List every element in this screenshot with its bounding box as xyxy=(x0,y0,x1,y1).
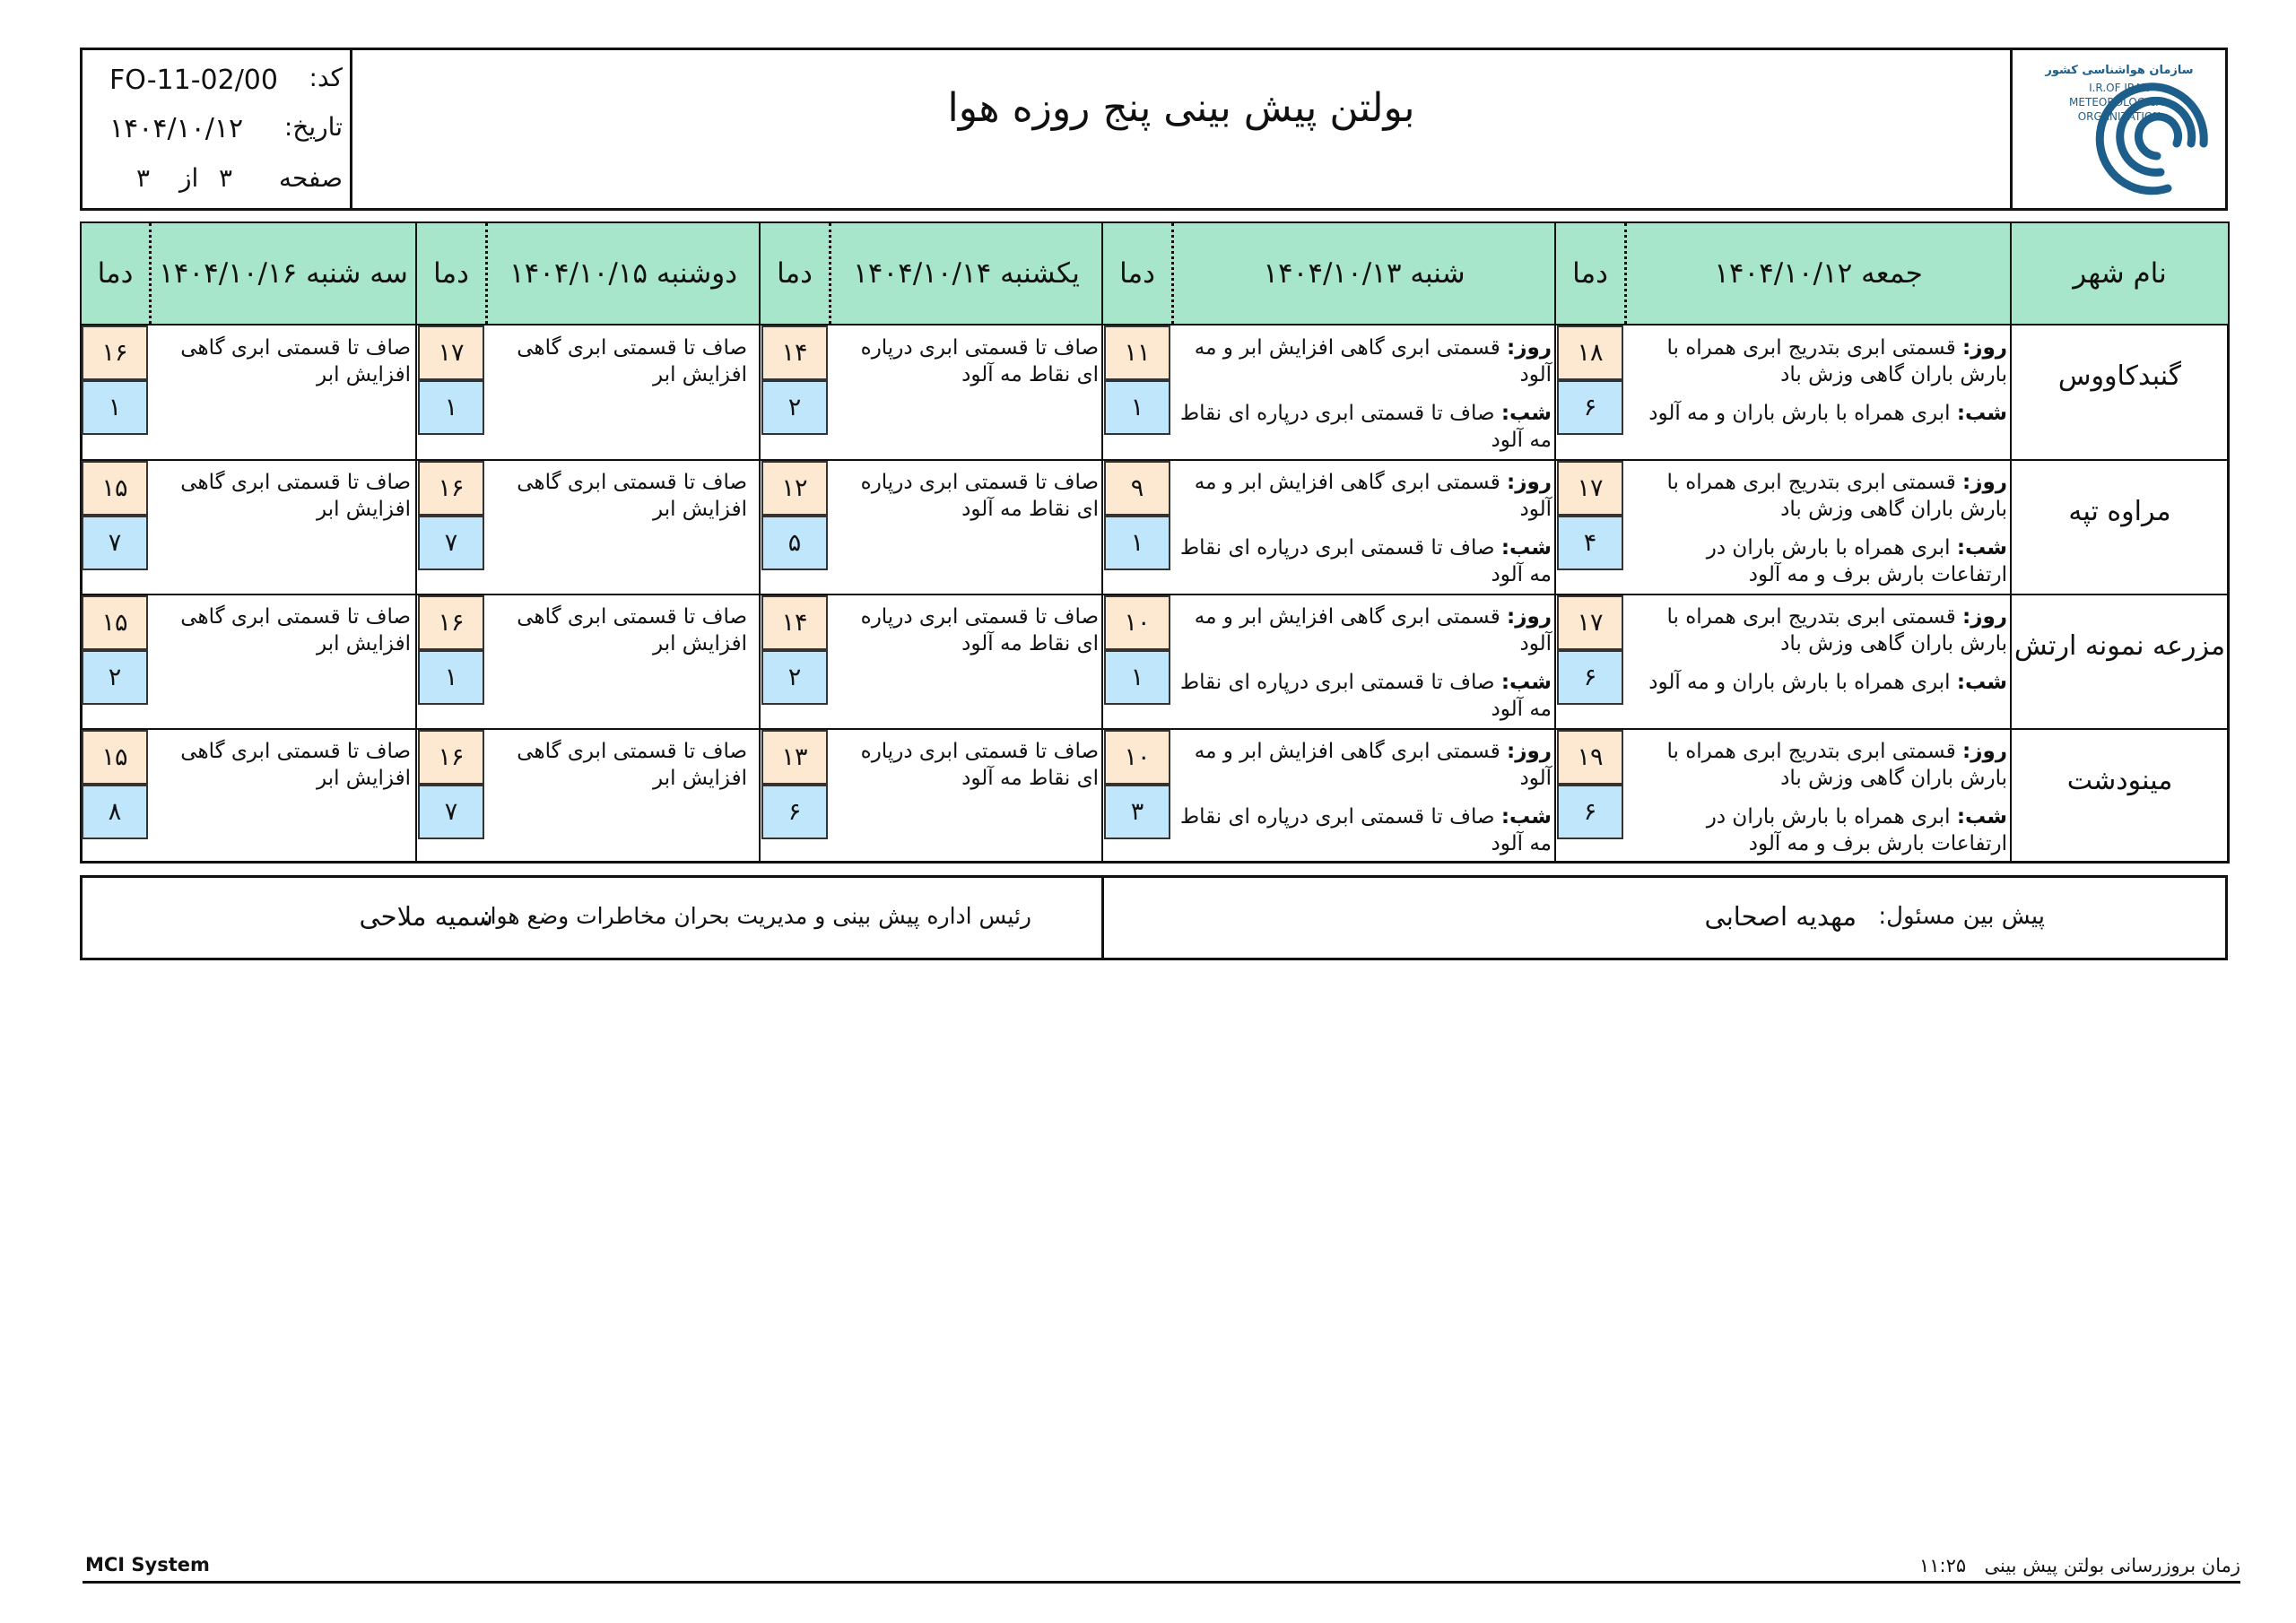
forecast-text: ابری همراه با بارش باران در ارتفاعات بارش برف و مه آلود xyxy=(1706,536,2007,586)
forecast-day xyxy=(1631,469,2007,523)
max-temp: ۱۵ xyxy=(82,595,148,650)
logo-text-fa: سازمان هواشناسی کشور xyxy=(2045,64,2194,77)
min-temp: ۶ xyxy=(1557,650,1623,705)
night-label: شب: xyxy=(1500,671,1552,694)
min-temp: ۷ xyxy=(418,516,484,570)
forecast-text: صاف تا قسمتی ابری گاهی افزایش ابر xyxy=(180,605,411,655)
logo-text-en: I.R.OF IRAN xyxy=(2089,82,2150,94)
update-time: ۱۱:۲۵ xyxy=(1919,1555,1967,1576)
min-temp: ۱ xyxy=(418,380,484,435)
night-label: شب: xyxy=(1956,402,2007,425)
head-label: رئیس اداره پیش بینی و مدیریت بحران مخاطرات وضع هوا: xyxy=(483,903,1031,929)
temp-header: دما xyxy=(433,257,469,290)
page-of: از xyxy=(179,163,199,193)
forecast-day xyxy=(1631,738,2007,792)
code-value: FO-11-02/00 xyxy=(109,65,278,96)
forecast-text: صاف تا قسمتی ابری درپاره ای نقاط مه آلود xyxy=(1179,536,1552,586)
forecast-text: قسمتی ابری گاهی افزایش ابر و مه آلود xyxy=(1194,605,1552,655)
night-label: شب: xyxy=(1956,536,2007,560)
night-label: شب: xyxy=(1500,805,1552,829)
forecast-day xyxy=(1631,334,2007,388)
max-temp: ۱۶ xyxy=(82,325,148,380)
max-temp: ۱۷ xyxy=(1557,461,1623,516)
min-temp: ۷ xyxy=(418,785,484,839)
forecast-text: صاف تا قسمتی ابری درپاره ای نقاط مه آلود xyxy=(1179,671,1552,721)
day-header: دوشنبه ۱۴۰۴/۱۰/۱۵ xyxy=(509,257,738,290)
max-temp: ۱۲ xyxy=(761,461,828,516)
forecast-text: قسمتی ابری گاهی افزایش ابر و مه آلود xyxy=(1194,336,1552,386)
max-temp: ۹ xyxy=(1104,461,1170,516)
forecast-text: ابری همراه با بارش باران و مه آلود xyxy=(1648,402,1951,425)
max-temp: ۱۷ xyxy=(418,325,484,380)
max-temp: ۱۷ xyxy=(1557,595,1623,650)
city-name: گنبدکاووس xyxy=(2057,360,2182,392)
day-label: روز: xyxy=(1507,740,1552,763)
forecast-text: صاف تا قسمتی ابری گاهی افزایش ابر xyxy=(180,740,411,790)
forecast-night xyxy=(1631,400,2007,427)
min-temp: ۴ xyxy=(1557,516,1623,570)
forecast-text: قسمتی ابری گاهی افزایش ابر و مه آلود xyxy=(1194,740,1552,790)
forecast-day xyxy=(1631,603,2007,657)
day-header: شنبه ۱۴۰۴/۱۰/۱۳ xyxy=(1263,257,1465,290)
forecast-text: صاف تا قسمتی ابری گاهی افزایش ابر xyxy=(180,471,411,521)
forecast-night xyxy=(1631,803,2007,857)
max-temp: ۱۹ xyxy=(1557,730,1623,785)
temp-header: دما xyxy=(1119,257,1155,290)
night-label: شب: xyxy=(1500,536,1552,560)
forecast-night xyxy=(1631,534,2007,588)
min-temp: ۷ xyxy=(82,516,148,570)
forecast-day xyxy=(1177,738,1552,792)
min-temp: ۱ xyxy=(1104,380,1170,435)
date-label: تاریخ: xyxy=(283,112,343,142)
day-label: روز: xyxy=(1507,605,1552,629)
page-label: صفحه xyxy=(278,163,343,193)
logo-text-en: ORGANIZATION xyxy=(2077,110,2161,123)
city-name: مزرعه نمونه ارتش xyxy=(2013,630,2226,662)
forecast-text: قسمتی ابری بتدریج ابری همراه با بارش باران گاهی وزش باد xyxy=(1666,336,2007,386)
forecast-text: صاف تا قسمتی ابری درپاره ای نقاط مه آلود xyxy=(860,605,1099,655)
forecast-text: صاف تا قسمتی ابری درپاره ای نقاط مه آلود xyxy=(860,336,1099,386)
max-temp: ۱۶ xyxy=(418,461,484,516)
page-title: بولتن پیش بینی پنج روزه هوا xyxy=(947,85,1415,131)
forecast-text: قسمتی ابری بتدریج ابری همراه با بارش باران گاهی وزش باد xyxy=(1666,605,2007,655)
forecast-text: صاف تا قسمتی ابری درپاره ای نقاط مه آلود xyxy=(1179,402,1552,452)
max-temp: ۱۶ xyxy=(418,730,484,785)
min-temp: ۱ xyxy=(82,380,148,435)
forecaster-label: پیش بین مسئول: xyxy=(1878,903,2045,930)
forecast-text: صاف تا قسمتی ابری گاهی افزایش ابر xyxy=(517,605,747,655)
min-temp: ۱ xyxy=(418,650,484,705)
max-temp: ۱۳ xyxy=(761,730,828,785)
city-name: مراوه تپه xyxy=(2068,496,2171,527)
min-temp: ۲ xyxy=(82,650,148,705)
temp-header: دما xyxy=(97,257,134,290)
day-header: یکشنبه ۱۴۰۴/۱۰/۱۴ xyxy=(853,257,1080,290)
night-label: شب: xyxy=(1956,805,2007,829)
max-temp: ۱۴ xyxy=(761,325,828,380)
min-temp: ۶ xyxy=(1557,380,1623,435)
page-total: ۳ xyxy=(136,163,151,193)
signature-divider xyxy=(1101,875,1104,960)
max-temp: ۱۸ xyxy=(1557,325,1623,380)
temp-header: دما xyxy=(777,257,813,290)
night-label: شب: xyxy=(1956,671,2007,694)
forecast-text: قسمتی ابری بتدریج ابری همراه با بارش باران گاهی وزش باد xyxy=(1666,471,2007,521)
forecaster-name: مهدیه اصحابی xyxy=(1704,901,1857,932)
max-temp: ۱۰ xyxy=(1104,730,1170,785)
day-header: جمعه ۱۴۰۴/۱۰/۱۲ xyxy=(1714,257,1923,290)
day-label: روز: xyxy=(1962,471,2007,494)
page-current: ۳ xyxy=(219,163,233,193)
max-temp: ۱۰ xyxy=(1104,595,1170,650)
day-label: روز: xyxy=(1962,336,2007,360)
organization-logo xyxy=(2015,54,2223,206)
max-temp: ۱۴ xyxy=(761,595,828,650)
min-temp: ۵ xyxy=(761,516,828,570)
forecast-text: صاف تا قسمتی ابری درپاره ای نقاط مه آلود xyxy=(1179,805,1552,855)
forecast-night xyxy=(1177,669,1552,723)
forecast-day xyxy=(1177,603,1552,657)
day-header: سه شنبه ۱۴۰۴/۱۰/۱۶ xyxy=(159,257,408,290)
temp-header: دما xyxy=(1572,257,1608,290)
footer-rule xyxy=(83,1581,2240,1584)
forecast-text: صاف تا قسمتی ابری درپاره ای نقاط مه آلود xyxy=(860,471,1099,521)
forecast-text: صاف تا قسمتی ابری گاهی افزایش ابر xyxy=(180,336,411,386)
min-temp: ۳ xyxy=(1104,785,1170,839)
min-temp: ۱ xyxy=(1104,516,1170,570)
date-value: ۱۴۰۴/۱۰/۱۲ xyxy=(109,113,244,144)
forecast-night xyxy=(1631,669,2007,696)
max-temp: ۱۶ xyxy=(418,595,484,650)
header-divider xyxy=(2010,48,2013,211)
forecast-text: صاف تا قسمتی ابری گاهی افزایش ابر xyxy=(517,471,747,521)
update-label: زمان بروزرسانی بولتن پیش بینی xyxy=(1984,1555,2240,1576)
forecast-text: قسمتی ابری گاهی افزایش ابر و مه آلود xyxy=(1194,471,1552,521)
night-label: شب: xyxy=(1500,402,1552,425)
min-temp: ۲ xyxy=(761,650,828,705)
forecast-day xyxy=(1177,469,1552,523)
head-name: سمیه ملاحی xyxy=(359,901,493,932)
forecast-text: صاف تا قسمتی ابری گاهی افزایش ابر xyxy=(517,336,747,386)
min-temp: ۲ xyxy=(761,380,828,435)
forecast-night xyxy=(1177,400,1552,454)
code-label: کد: xyxy=(309,63,343,92)
min-temp: ۶ xyxy=(1557,785,1623,839)
day-label: روز: xyxy=(1962,740,2007,763)
forecast-night xyxy=(1177,803,1552,857)
forecast-text: ابری همراه با بارش باران در ارتفاعات بارش برف و مه آلود xyxy=(1706,805,2007,855)
day-label: روز: xyxy=(1507,471,1552,494)
forecast-text: قسمتی ابری بتدریج ابری همراه با بارش باران گاهی وزش باد xyxy=(1666,740,2007,790)
min-temp: ۸ xyxy=(82,785,148,839)
forecast-text: صاف تا قسمتی ابری درپاره ای نقاط مه آلود xyxy=(860,740,1099,790)
min-temp: ۶ xyxy=(761,785,828,839)
day-label: روز: xyxy=(1507,336,1552,360)
max-temp: ۱۵ xyxy=(82,730,148,785)
forecast-text: ابری همراه با بارش باران و مه آلود xyxy=(1648,671,1951,694)
max-temp: ۱۱ xyxy=(1104,325,1170,380)
forecast-day xyxy=(1177,334,1552,388)
min-temp: ۱ xyxy=(1104,650,1170,705)
forecast-text: صاف تا قسمتی ابری گاهی افزایش ابر xyxy=(517,740,747,790)
city-name: مینودشت xyxy=(2066,765,2173,796)
max-temp: ۱۵ xyxy=(82,461,148,516)
city-header: نام شهر xyxy=(2073,257,2167,290)
logo-text-en: METEOROLOGICAL xyxy=(2069,96,2170,108)
system-name: MCI System xyxy=(85,1554,210,1575)
forecast-night xyxy=(1177,534,1552,588)
day-label: روز: xyxy=(1962,605,2007,629)
